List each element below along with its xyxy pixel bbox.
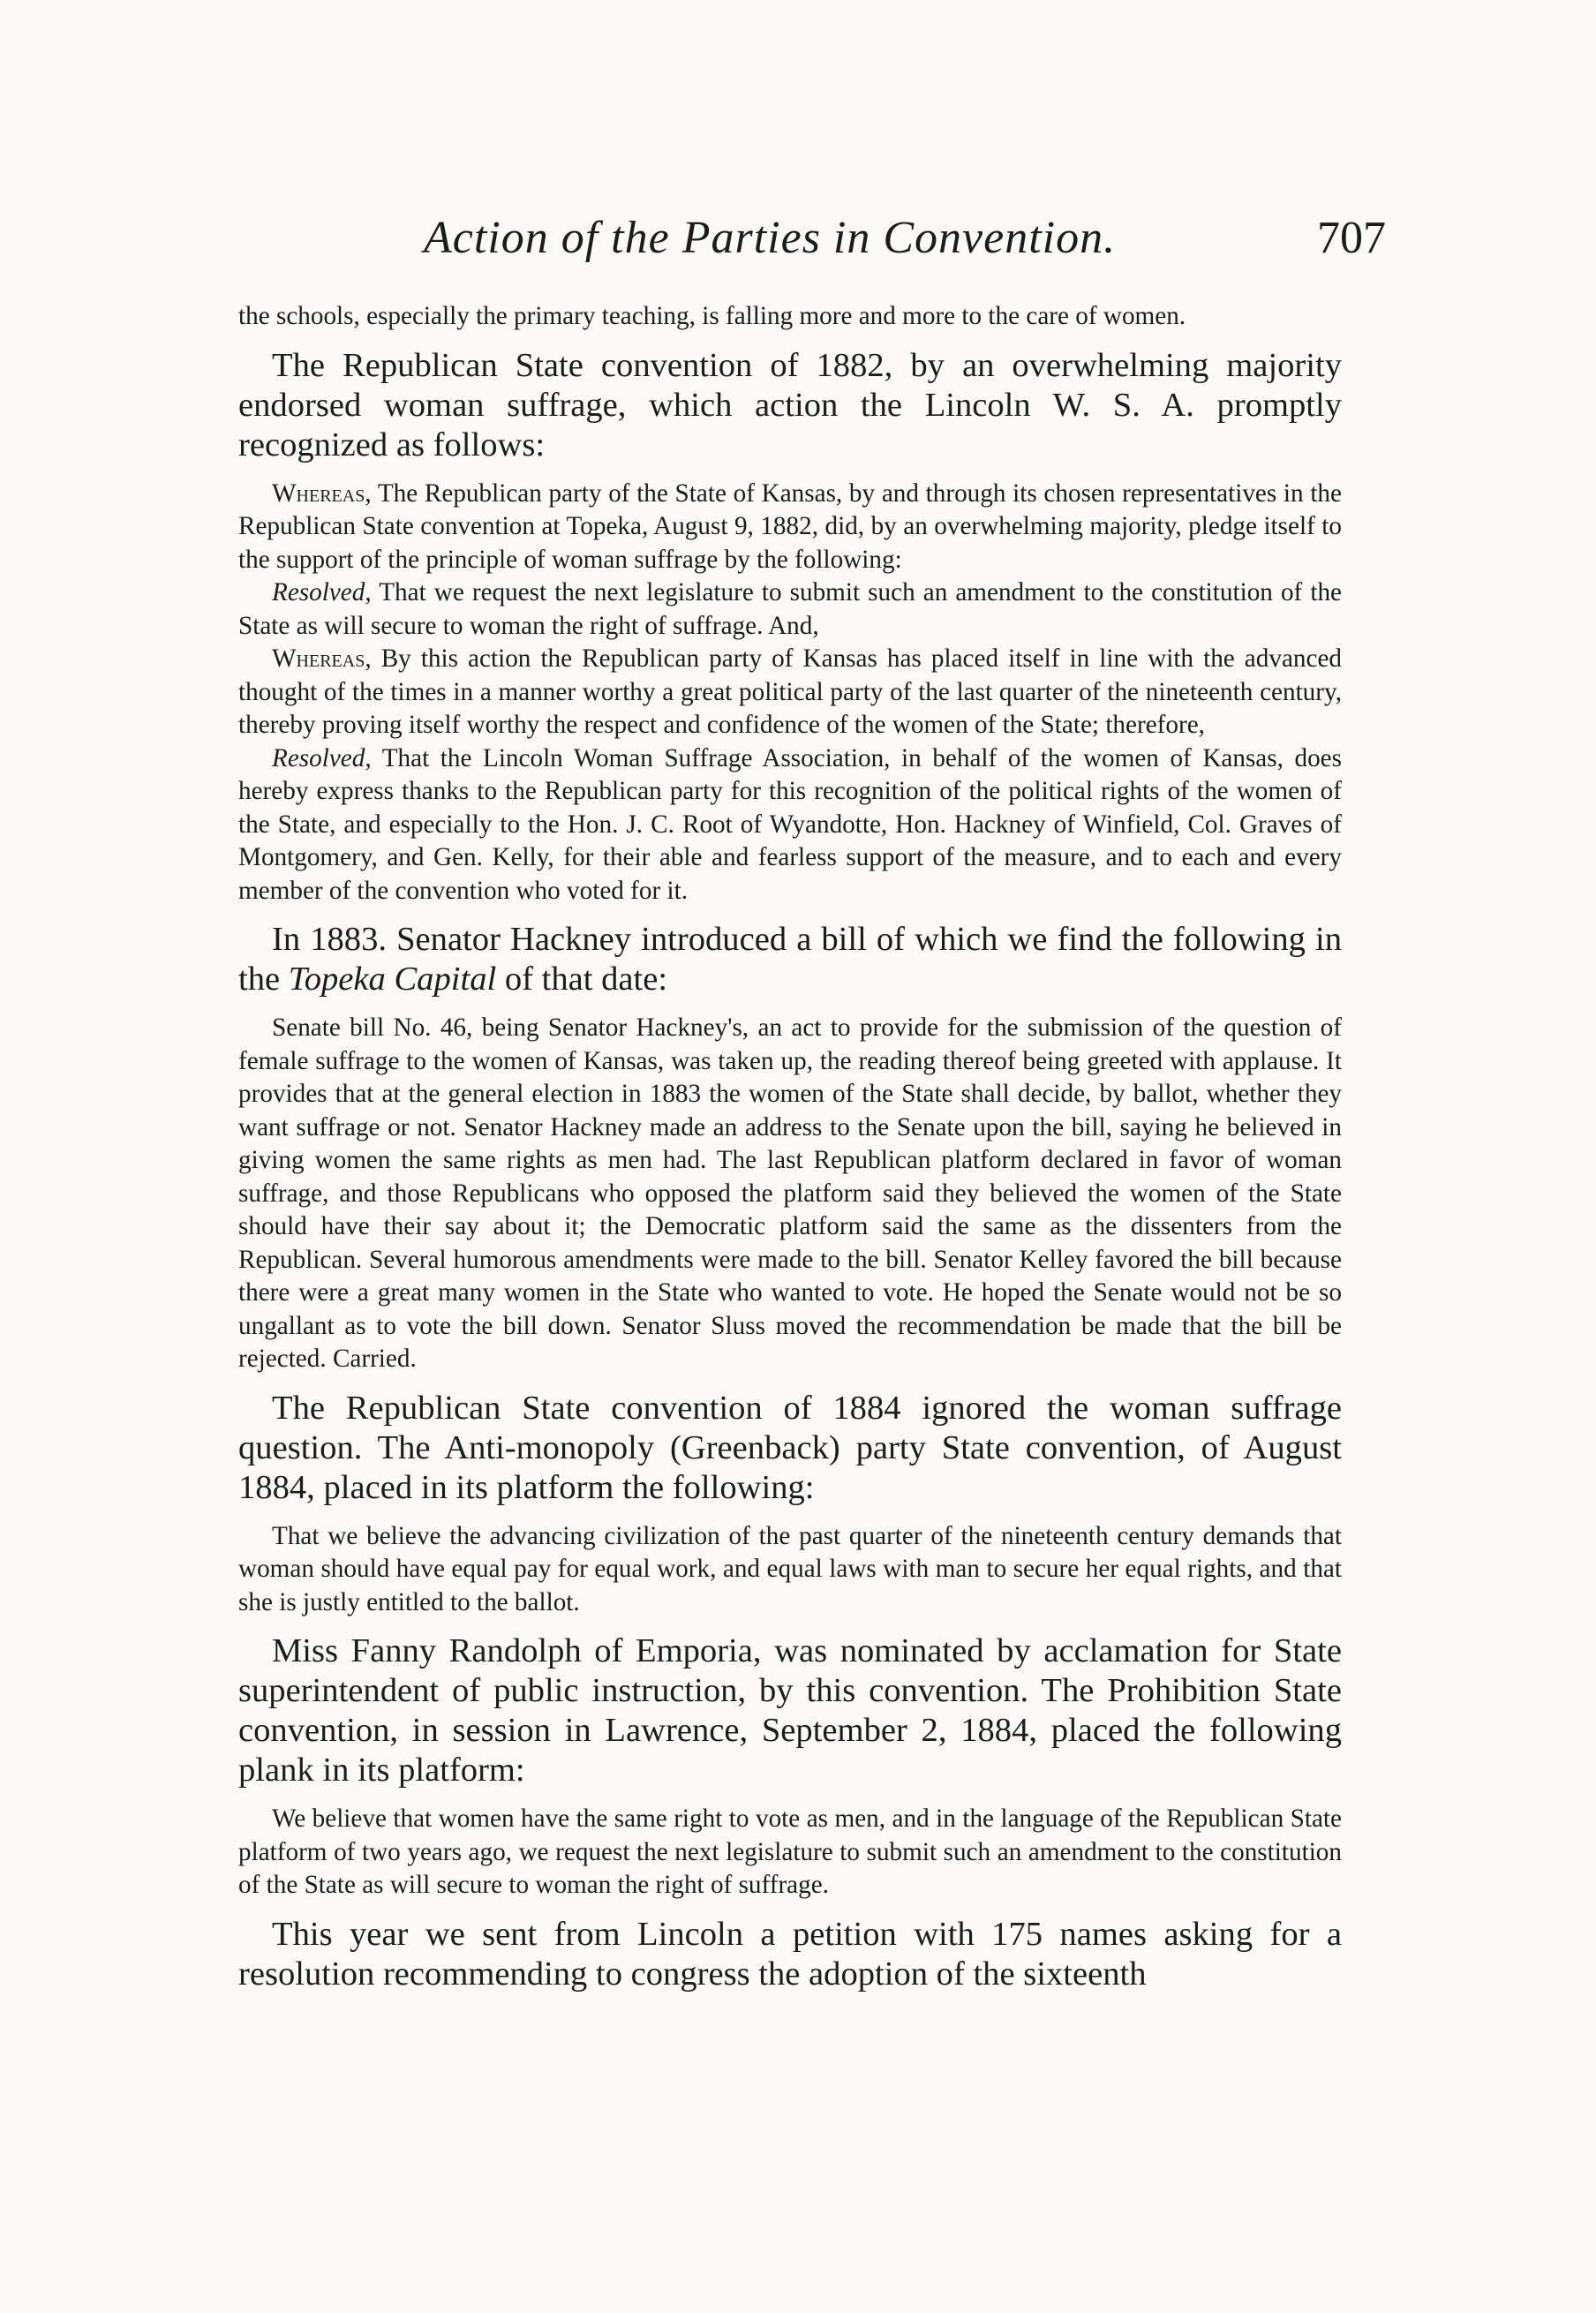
page-number: 707 <box>1317 213 1386 263</box>
paragraph-petition: This year we sent from Lincoln a petition with 175 names asking for a resolution recommending to congress the adoption of the sixteenth <box>238 1915 1342 1993</box>
quote-resolved-2 <box>238 742 1342 908</box>
page-header <box>238 212 1386 283</box>
whereas-label: Whereas, <box>272 644 372 673</box>
paragraph-republican-1884: The Republican State convention of 1884 ignored the woman suffrage question. The Anti-monopoly (Greenback) party State convention, of August 1884, placed in its platform the following: <box>238 1389 1342 1506</box>
newspaper-title: Topeka Capital <box>288 961 497 998</box>
quote-text: By this action the Republican party of Kansas has placed itself in line with the advanced thought of the times in a manner worthy a great political party of the last quarter of the nineteenth century, thereby proving itself worthy the respect and confidence of the women of the State; therefore, <box>238 644 1342 739</box>
quote-resolved-1 <box>238 576 1342 643</box>
paragraph-text: of that date: <box>496 961 668 998</box>
quote-prohibition-plank: We believe that women have the same right to vote as men, and in the language of the Republican State platform of two years ago, we request the next legislature to submit such an amendment to the constitution of the State as will secure to woman the right of suffrage. <box>238 1804 1342 1899</box>
whereas-label: Whereas, <box>272 478 372 508</box>
quote-anti-monopoly-plank: That we believe the advancing civilization of the past quarter of the nineteenth century demands that woman should have equal pay for equal work, and equal laws with man to secure her equal rights, and that she is justly entitled to the ballot. <box>238 1521 1342 1616</box>
resolved-label: Resolved, <box>272 578 372 607</box>
quote-senate-bill: Senate bill No. 46, being Senator Hackney's, an act to provide for the submission of the question of female suffrage to the women of Kansas, was taken up, the reading thereof being greeted with applause. It provides that at the general election in 1883 the women of the State shall decide, by ballot, whether they want suffrage or not. Senator Hackney made an address to the Senate upon the bill, saying he believed in giving women the same rights as men had. The last Republican platform declared in favor of woman suffrage, and those Republicans who opposed the platform said they believed the women of the State should have their say about it; the Democratic platform said the same as the dissenters from the Republican. Several humorous amendments were made to the bill. Senator Kelley favored the bill because there were a great many women in the State who wanted to vote. He hoped the Senate would not be so ungallant as to vote the bill down. Senator Sluss moved the recommendation be made that the bill be rejected. Carried. <box>238 1013 1342 1373</box>
paragraph-continuation: the schools, especially the primary teaching, is falling more and more to the care of women. <box>238 302 1186 330</box>
paragraph-republican-1882: The Republican State convention of 1882, by an overwhelming majority endorsed woman suffrage, which action the Lincoln W. S. A. promptly recognized as follows: <box>238 346 1342 463</box>
paragraph-randolph: Miss Fanny Randolph of Emporia, was nominated by acclamation for State superintendent of public instruction, by this convention. The Prohibition State convention, in session in Lawrence, September 2, 1884, placed the following plank in its platform: <box>238 1632 1342 1789</box>
quote-text: That we request the next legislature to submit such an amendment to the constitution of the State as will secure to woman the right of suffrage. And, <box>238 578 1342 640</box>
resolved-label: Resolved, <box>272 743 372 772</box>
quote-whereas-1 <box>238 478 1342 577</box>
paragraph-hackney-1883 <box>238 920 1342 999</box>
quote-text: That the Lincoln Woman Suffrage Association, in behalf of the women of Kansas, does hereby express thanks to the Republican party for this recognition of the political rights of the women of the State, and especially to the Hon. J. C. Root of Wyandotte, Hon. Hackney of Winfield, Col. Graves of Montgomery, and Gen. Kelly, for their able and fearless support of the measure, and to each and every member of the convention who voted for it. <box>238 743 1342 905</box>
quote-text: The Republican party of the State of Kansas, by and through its chosen representatives in the Republican State convention at Topeka, August 9, 1882, did, by an overwhelming majority, pledge itself to the support of the principle of woman suffrage by the following: <box>238 478 1342 574</box>
running-title: Action of the Parties in Convention. <box>424 213 1117 263</box>
quote-whereas-2 <box>238 643 1342 742</box>
page-body <box>238 300 1342 1994</box>
paragraph-text: In 1883. Senator Hackney introduced a bill of which we find the following in the <box>238 921 1342 998</box>
